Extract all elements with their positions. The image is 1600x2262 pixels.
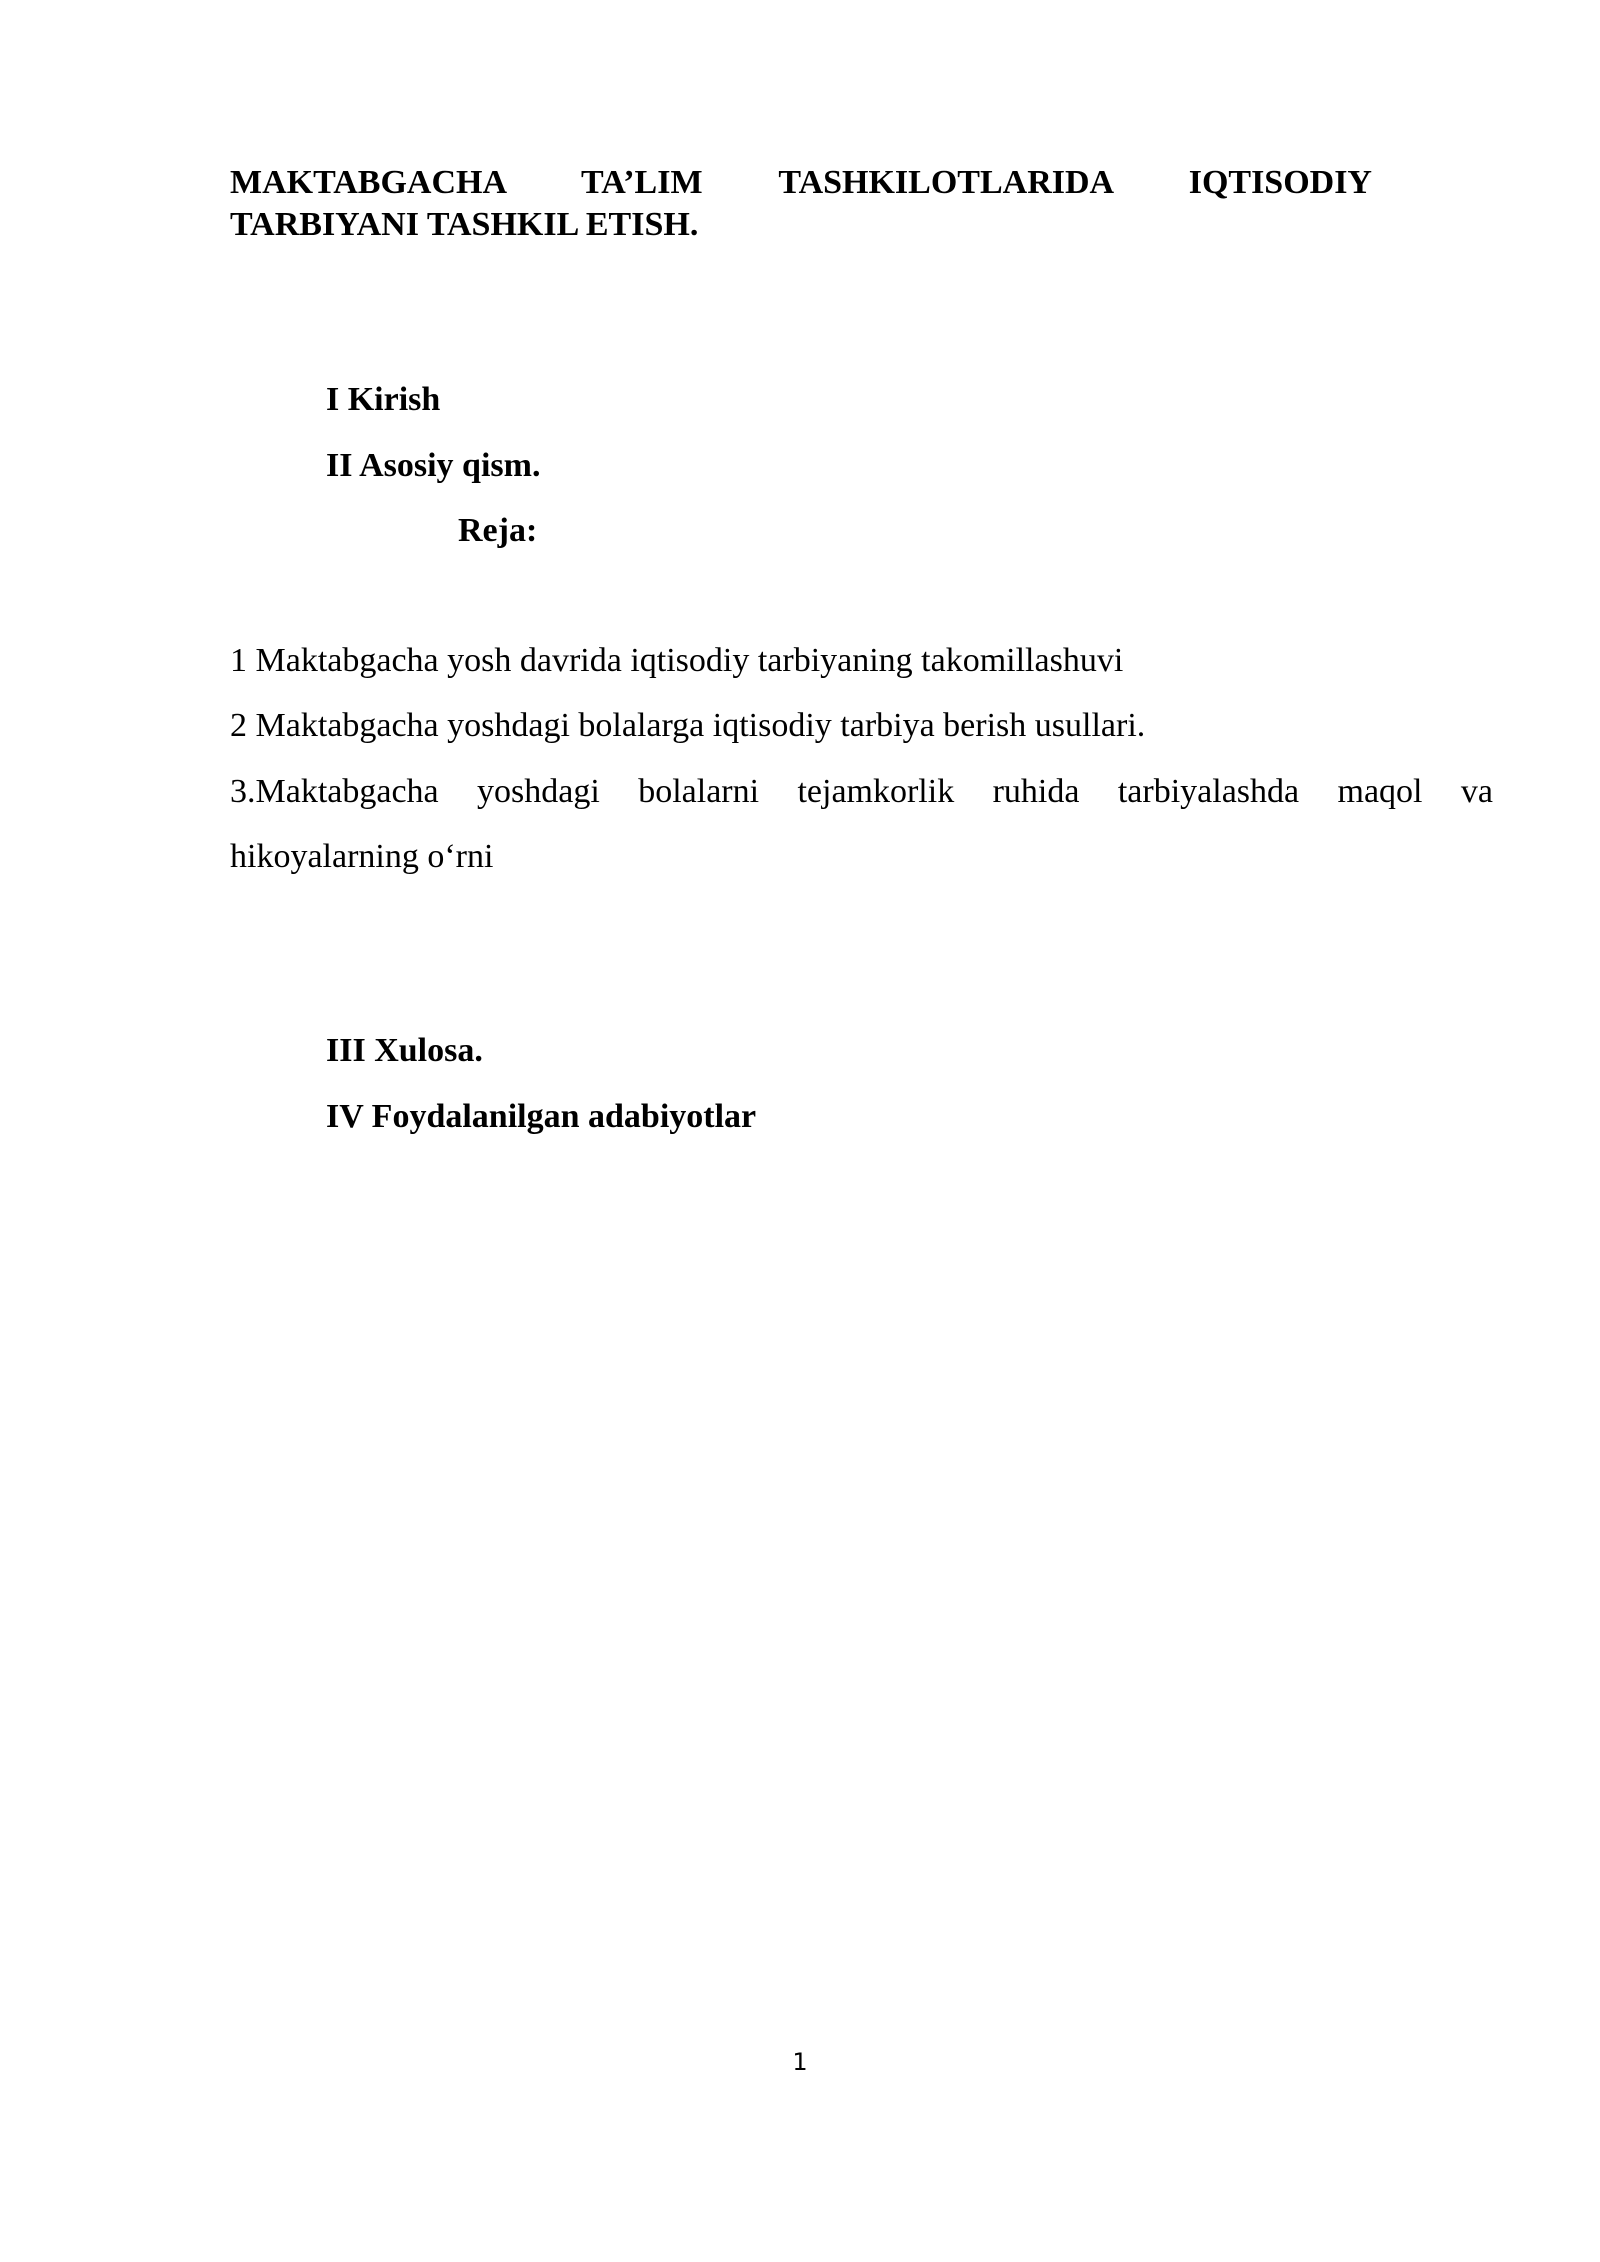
section-plan: Reja: (458, 512, 538, 549)
section-conclusion: III Xulosa. (326, 1032, 483, 1069)
plan-item-3-line-2: hikoyalarning o‘rni (230, 838, 494, 875)
plan-item-3-line-1: 3.Maktabgacha yoshdagi bolalarni tejamkorlik ruhida tarbiyalashda maqol va (230, 773, 1493, 810)
plan-item-1: 1 Maktabgacha yosh davrida iqtisodiy tarbiyaning takomillashuvi (230, 642, 1124, 679)
plan-item-3 (230, 759, 1493, 889)
plan-item-2: 2 Maktabgacha yoshdagi bolalarga iqtisodiy tarbiya berish usullari. (230, 707, 1146, 744)
document-title (230, 162, 1372, 246)
title-line-1: MAKTABGACHA TA’LIM TASHKILOTLARIDA IQTISODIY (230, 164, 1372, 201)
title-line-2: TARBIYANI TASHKIL ETISH. (230, 206, 699, 243)
section-main: II Asosiy qism. (326, 447, 541, 484)
section-intro: I Kirish (326, 381, 441, 418)
section-references: IV Foydalanilgan adabiyotlar (326, 1098, 757, 1135)
page-number: 1 (792, 2048, 808, 2076)
